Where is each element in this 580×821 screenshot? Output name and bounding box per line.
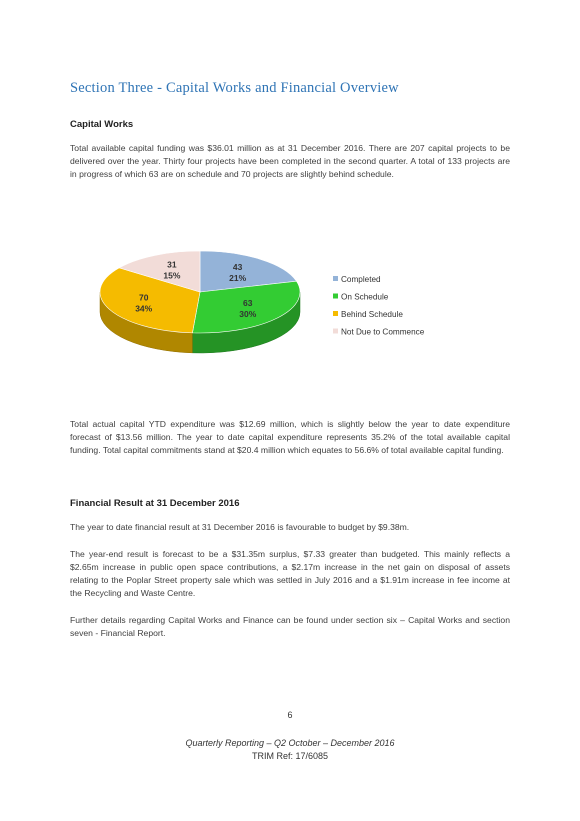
capital-works-paragraph-2: Total actual capital YTD expenditure was $12.69 million, which is slightly below the year to date expenditure forecast of $13.56 million. The year to date capital expenditure represents 35.2% of the total available capital funding. Total capital commitments stand at $20.4 million which equates to 56.6% of total available capital funding. — [70, 419, 510, 455]
capital-works-paragraph-1: Total available capital funding was $36.01 million as at 31 December 2016. There are 207 capital projects to be delivered over the year. Thirty four projects have been completed in the second quarter. A total of 133 projects are in progress of which 63 are on schedule and 70 projects are slightly behind schedule. — [70, 143, 510, 179]
capital-works-heading: Capital Works — [70, 119, 134, 130]
capital-projects-pie-chart — [90, 240, 510, 380]
legend-label: Completed — [341, 275, 381, 284]
legend-swatch — [333, 276, 338, 281]
legend-label: Behind Schedule — [341, 310, 403, 319]
legend-label: Not Due to Commence — [341, 327, 425, 337]
legend-swatch — [333, 329, 338, 334]
footer-trim-ref: TRIM Ref: 17/6085 — [251, 751, 329, 761]
pie-percent-label: 21% — [229, 272, 247, 283]
pie-value-label: 31 — [167, 259, 177, 270]
legend-swatch — [333, 294, 338, 299]
financial-result-paragraph-1: The year to date financial result at 31 December 2016 is favourable to budget by $9.38m. — [70, 522, 410, 532]
pie-value-label: 43 — [232, 261, 243, 272]
pie-value-label: 63 — [243, 298, 253, 309]
footer-report-title: Quarterly Reporting – Q2 October – December 2016 — [185, 738, 395, 748]
pie-percent-label: 15% — [163, 270, 181, 281]
financial-result-paragraph-3: Further details regarding Capital Works and Finance can be found under section six – Capital Works and section seven - Financial Report. — [70, 615, 510, 638]
pie-value-label: 70 — [138, 292, 149, 303]
section-title: Section Three - Capital Works and Financial Overview — [70, 80, 399, 96]
pie-percent-label: 34% — [135, 303, 153, 314]
financial-result-paragraph-2: The year-end result is forecast to be a $31.35m surplus, $7.33 greater than budgeted. This mainly reflects a $2.65m increase in public open space contributions, a $2.17m increase in the net gain on disposal of assets relating to the Poplar Street property sale which was settled in July 2016 and a $1.91m increase in fee income at the Recycling and Waste Centre. — [70, 549, 510, 598]
financial-result-heading: Financial Result at 31 December 2016 — [70, 498, 240, 509]
pie-percent-label: 30% — [239, 309, 257, 320]
page-number: 6 — [287, 710, 293, 720]
legend-swatch — [333, 311, 338, 316]
legend-label: On Schedule — [341, 292, 389, 302]
